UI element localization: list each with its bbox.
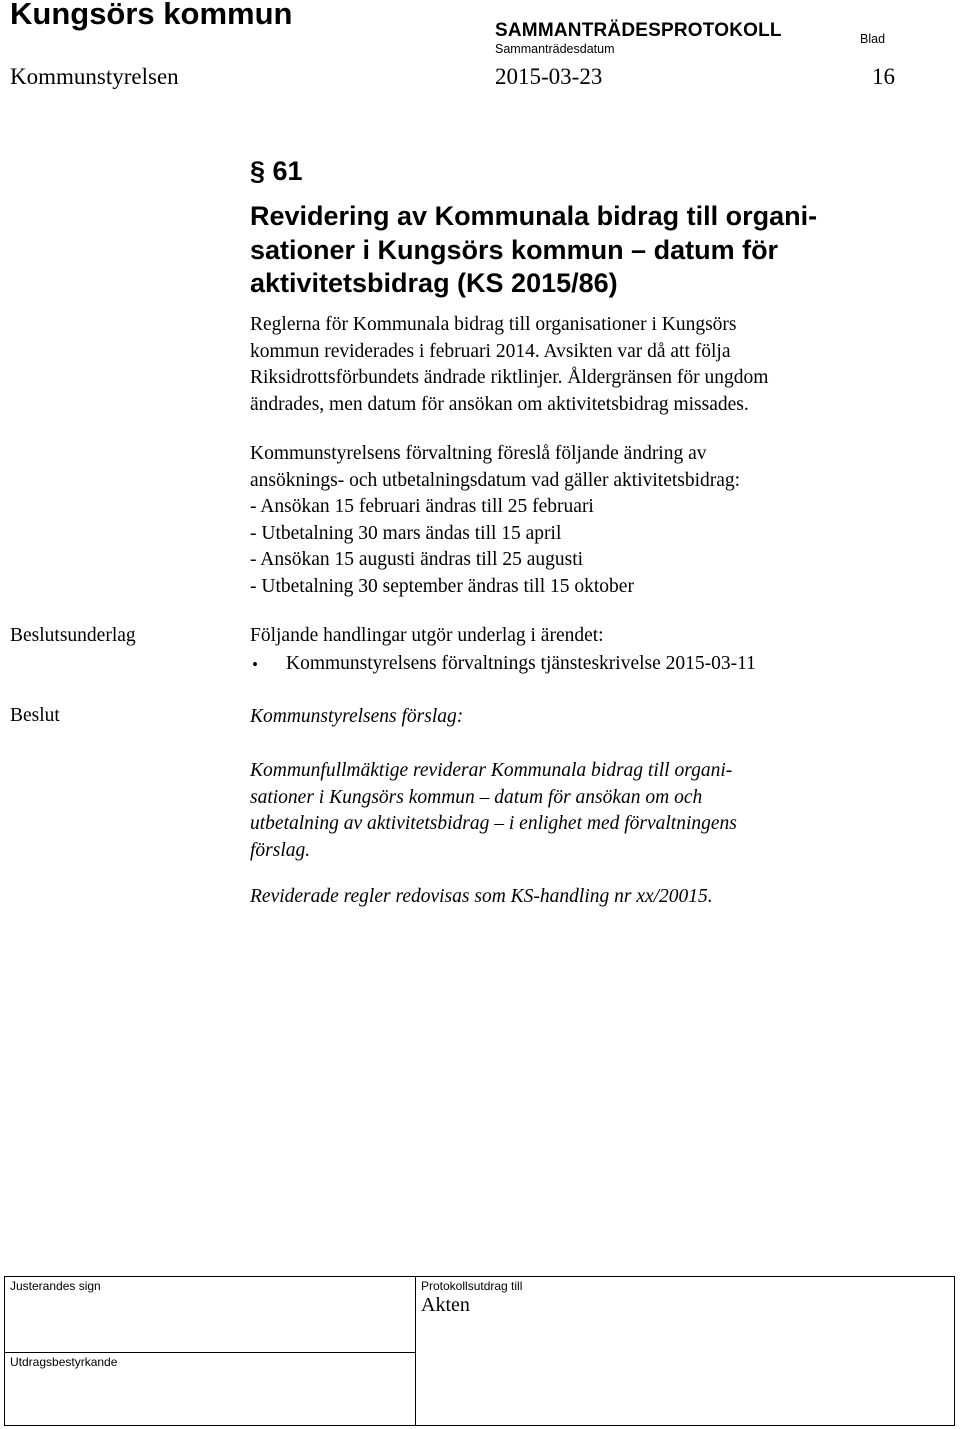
paragraph-line: Kommunfullmäktige reviderar Kommunala bidrag till organi- <box>250 760 733 781</box>
bullet-icon: • <box>252 655 258 674</box>
underlag-intro: Följande handlingar utgör underlag i ärendet: <box>250 625 604 646</box>
section-title-line: sationer i Kungsörs kommun – datum för <box>250 234 779 265</box>
intro-paragraph <box>250 312 768 418</box>
committee-name: Kommunstyrelsen <box>10 64 179 89</box>
section-title <box>250 200 890 301</box>
utdragsbestyrkande-label: Utdragsbestyrkande <box>10 1355 118 1369</box>
section-number: § 61 <box>250 156 303 186</box>
paragraph-line: Riksidrottsförbundets ändrade riktlinjer. Åldergränsen för ungdom <box>250 367 769 388</box>
list-item: - Utbetalning 30 mars ändas till 15 april <box>250 522 562 544</box>
meeting-date-label: Sammanträdesdatum <box>495 42 615 56</box>
list-item: - Ansökan 15 februari ändras till 25 februari <box>250 496 594 517</box>
protokollsutdrag-recipient: Akten <box>421 1294 470 1316</box>
page-number: 16 <box>872 64 895 89</box>
paragraph-line: ändrades, men datum för ansökan om aktivitetsbidrag missades. <box>250 393 749 415</box>
decision-heading: Kommunstyrelsens förslag: <box>250 706 464 727</box>
paragraph-line: kommun reviderades i februari 2014. Avsikten var då att följa <box>250 340 731 362</box>
section-title-line: Revidering av Kommunala bidrag till organi- <box>250 201 818 231</box>
organization-name: Kungsörs kommun <box>10 0 293 31</box>
paragraph-line: Kommunstyrelsens förvaltning föreslå följande ändring av <box>250 443 707 464</box>
signature-footer <box>4 1276 955 1426</box>
beslutsunderlag-label: Beslutsunderlag <box>10 625 136 646</box>
footer-divider <box>5 1352 415 1353</box>
decision-paragraph <box>250 758 737 864</box>
document-type: SAMMANTRÄDESPROTOKOLL <box>495 20 782 41</box>
beslut-label: Beslut <box>10 705 60 726</box>
paragraph-line: utbetalning av aktivitetsbidrag – i enlighet med förvaltningens <box>250 813 737 834</box>
list-item: - Utbetalning 30 september ändras till 15 oktober <box>250 575 634 597</box>
paragraph-line: förslag. <box>250 839 311 861</box>
section-title-line: aktivitetsbidrag (KS 2015/86) <box>250 268 618 298</box>
page-label: Blad <box>860 32 886 46</box>
underlag-document-item: Kommunstyrelsens förvaltnings tjänsteskrivelse 2015-03-11 <box>286 653 756 674</box>
revised-rules-note: Reviderade regler redovisas som KS-handling nr xx/20015. <box>250 886 713 907</box>
paragraph-line: sationer i Kungsörs kommun – datum för ansökan om och <box>250 786 703 808</box>
proposal-paragraph <box>250 441 740 600</box>
protokollsutdrag-label: Protokollsutdrag till <box>421 1279 523 1293</box>
paragraph-line: Reglerna för Kommunala bidrag till organisationer i Kungsörs <box>250 314 737 335</box>
footer-divider <box>415 1277 416 1425</box>
list-item: - Ansökan 15 augusti ändras till 25 augusti <box>250 549 584 570</box>
meeting-date: 2015-03-23 <box>495 64 603 89</box>
paragraph-line: ansöknings- och utbetalningsdatum vad gäller aktivitetsbidrag: <box>250 469 741 491</box>
justerandes-sign-label: Justerandes sign <box>10 1279 101 1293</box>
